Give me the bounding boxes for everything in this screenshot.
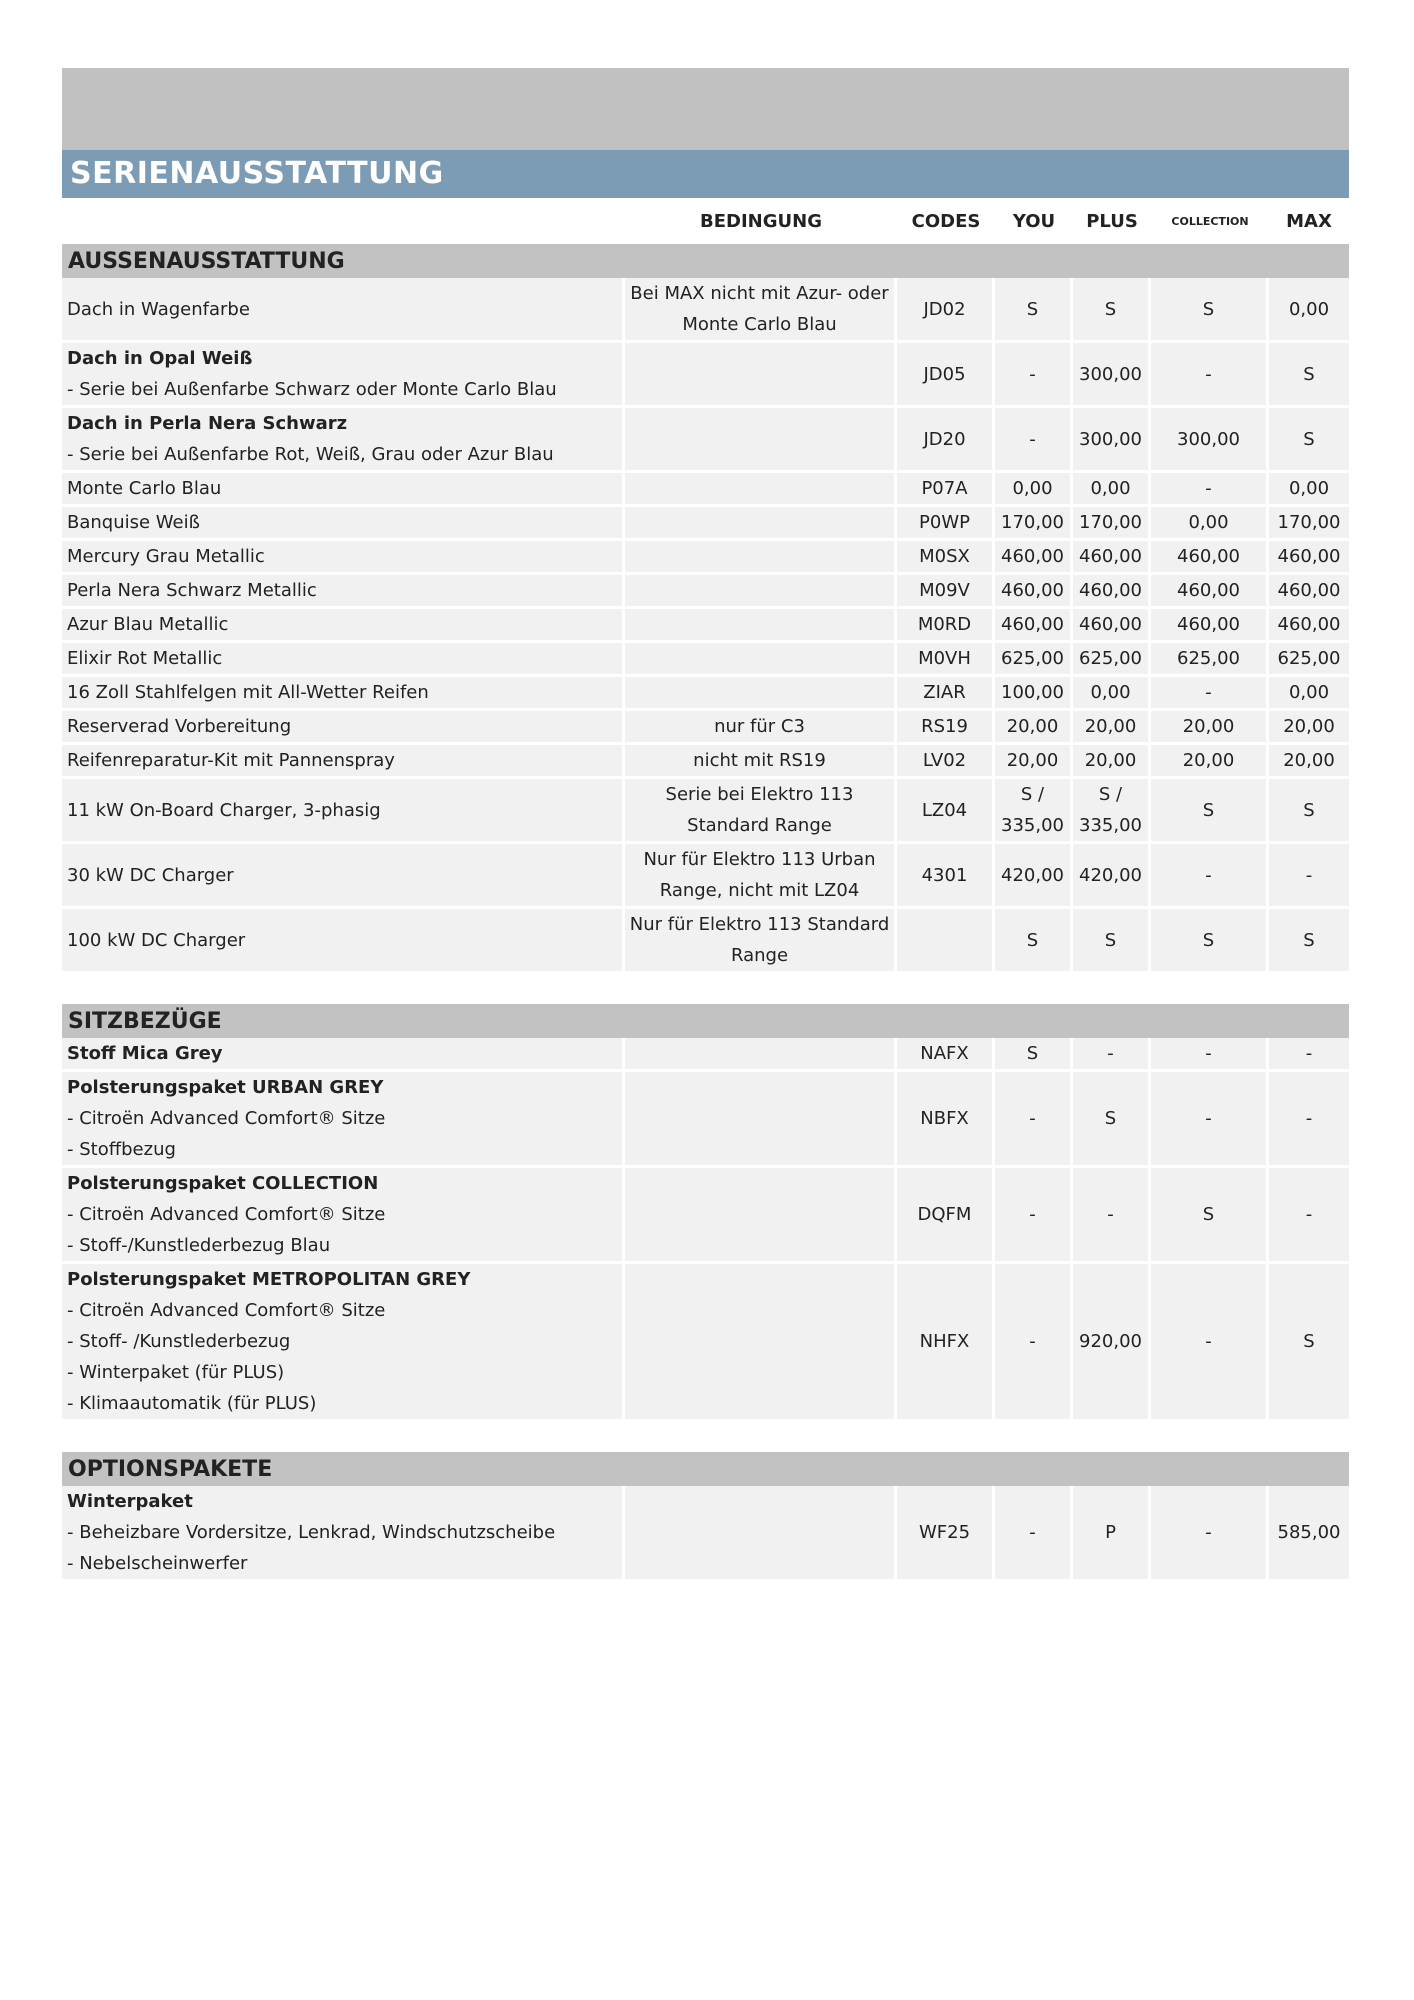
item-name: [62, 1168, 625, 1264]
column-header-row: [62, 198, 1349, 244]
you-cell: 170,00: [995, 507, 1073, 541]
code-cell: M0SX: [897, 541, 995, 575]
item-name: [62, 1072, 625, 1168]
max-cell: 0,00: [1269, 473, 1349, 507]
table-row: [62, 507, 1349, 541]
item-detail-line: - Winterpaket (für PLUS): [67, 1362, 285, 1383]
table-row: [62, 609, 1349, 643]
condition-cell: [625, 473, 897, 507]
you-cell: 420,00: [995, 844, 1073, 909]
max-cell: S: [1269, 1264, 1349, 1422]
table-row: [62, 1264, 1349, 1422]
plus-cell: -: [1073, 1168, 1151, 1264]
item-detail-line: - Stoff-/Kunstlederbezug Blau: [67, 1235, 331, 1256]
condition-cell: nur für C3: [625, 711, 897, 745]
column-header-codes: CODES: [911, 210, 981, 232]
max-cell: -: [1269, 1038, 1349, 1072]
you-cell: 625,00: [995, 643, 1073, 677]
table-row: [62, 711, 1349, 745]
item-name: [62, 1264, 625, 1422]
table-row: [62, 745, 1349, 779]
section-spacer: [62, 974, 1349, 1004]
plus-cell: 20,00: [1073, 711, 1151, 745]
collection-cell: -: [1151, 1072, 1269, 1168]
code-cell: JD02: [897, 278, 995, 343]
you-cell: -: [995, 1072, 1073, 1168]
item-title: Polsterungspaket COLLECTION: [67, 1173, 379, 1194]
you-cell: 460,00: [995, 541, 1073, 575]
column-header-you: YOU: [1012, 210, 1056, 232]
max-cell: 460,00: [1269, 609, 1349, 643]
item-name: Mercury Grau Metallic: [62, 541, 625, 575]
item-title: Polsterungspaket URBAN GREY: [67, 1077, 384, 1098]
code-cell: P0WP: [897, 507, 995, 541]
header-band: [62, 68, 1349, 150]
table-row: [62, 278, 1349, 343]
you-cell: 20,00: [995, 745, 1073, 779]
plus-cell: 300,00: [1073, 343, 1151, 408]
you-cell: -: [995, 343, 1073, 408]
section-title: SITZBEZÜGE: [62, 1004, 1349, 1038]
item-detail-line: - Stoffbezug: [67, 1139, 176, 1160]
table-row: [62, 541, 1349, 575]
collection-cell: 460,00: [1151, 609, 1269, 643]
condition-cell: [625, 643, 897, 677]
table-row: [62, 1072, 1349, 1168]
item-name: 16 Zoll Stahlfelgen mit All-Wetter Reifen: [62, 677, 625, 711]
item-detail-line: - Stoff- /Kunstlederbezug: [67, 1331, 291, 1352]
table-row: [62, 909, 1349, 974]
plus-cell: 460,00: [1073, 541, 1151, 575]
plus-cell: 300,00: [1073, 408, 1151, 473]
table-row: [62, 343, 1349, 408]
code-cell: JD05: [897, 343, 995, 408]
collection-cell: -: [1151, 473, 1269, 507]
condition-cell: [625, 541, 897, 575]
max-cell: 0,00: [1269, 677, 1349, 711]
item-detail-line: - Beheizbare Vordersitze, Lenkrad, Windschutzscheibe: [67, 1522, 556, 1543]
column-header-max: MAX: [1286, 210, 1332, 232]
plus-cell: -: [1073, 1038, 1151, 1072]
plus-cell: P: [1073, 1486, 1151, 1582]
you-cell: 100,00: [995, 677, 1073, 711]
condition-cell: [625, 1168, 897, 1264]
spacer-cell: [62, 1422, 1349, 1452]
condition-cell: [625, 1264, 897, 1422]
you-cell: 0,00: [995, 473, 1073, 507]
code-cell: NHFX: [897, 1264, 995, 1422]
collection-cell: S: [1151, 779, 1269, 844]
max-cell: 0,00: [1269, 278, 1349, 343]
max-cell: 460,00: [1269, 541, 1349, 575]
plus-cell: 460,00: [1073, 609, 1151, 643]
table-row: [62, 473, 1349, 507]
item-name: Reserverad Vorbereitung: [62, 711, 625, 745]
item-detail-line: - Serie bei Außenfarbe Schwarz oder Monte Carlo Blau: [67, 379, 557, 400]
section-title: AUSSENAUSSTATTUNG: [62, 244, 1349, 278]
code-cell: 4301: [897, 844, 995, 909]
plus-cell: S: [1073, 1072, 1151, 1168]
max-cell: -: [1269, 1168, 1349, 1264]
max-cell: 170,00: [1269, 507, 1349, 541]
equipment-table: [62, 198, 1349, 1582]
code-cell: M09V: [897, 575, 995, 609]
collection-cell: -: [1151, 1264, 1269, 1422]
condition-cell: Bei MAX nicht mit Azur- oder Monte Carlo Blau: [625, 278, 897, 343]
collection-cell: -: [1151, 1038, 1269, 1072]
item-detail-line: - Nebelscheinwerfer: [67, 1553, 248, 1574]
you-cell: -: [995, 1486, 1073, 1582]
code-cell: [897, 909, 995, 974]
item-name: 100 kW DC Charger: [62, 909, 625, 974]
plus-cell: S / 335,00: [1073, 779, 1151, 844]
collection-cell: -: [1151, 1486, 1269, 1582]
condition-cell: [625, 575, 897, 609]
condition-cell: [625, 677, 897, 711]
item-title: Dach in Opal Weiß: [67, 348, 253, 369]
collection-cell: 20,00: [1151, 711, 1269, 745]
column-header-plus: PLUS: [1086, 210, 1138, 232]
item-detail-line: - Citroën Advanced Comfort® Sitze: [67, 1204, 386, 1225]
item-name: Perla Nera Schwarz Metallic: [62, 575, 625, 609]
table-row: [62, 779, 1349, 844]
you-cell: S / 335,00: [995, 779, 1073, 844]
condition-cell: [625, 1038, 897, 1072]
code-cell: NAFX: [897, 1038, 995, 1072]
you-cell: 460,00: [995, 609, 1073, 643]
table-row: [62, 677, 1349, 711]
section-header: [62, 1452, 1349, 1486]
code-cell: DQFM: [897, 1168, 995, 1264]
collection-cell: S: [1151, 1168, 1269, 1264]
condition-cell: [625, 1486, 897, 1582]
item-name: Azur Blau Metallic: [62, 609, 625, 643]
plus-cell: 20,00: [1073, 745, 1151, 779]
you-cell: -: [995, 408, 1073, 473]
max-cell: S: [1269, 408, 1349, 473]
item-name: 11 kW On-Board Charger, 3-phasig: [62, 779, 625, 844]
collection-cell: -: [1151, 343, 1269, 408]
you-cell: -: [995, 1264, 1073, 1422]
condition-cell: [625, 507, 897, 541]
item-title: Winterpaket: [67, 1491, 193, 1512]
item-title: Polsterungspaket METROPOLITAN GREY: [67, 1269, 471, 1290]
collection-cell: 0,00: [1151, 507, 1269, 541]
item-title: Dach in Perla Nera Schwarz: [67, 413, 348, 434]
item-title: Stoff Mica Grey: [67, 1043, 223, 1064]
condition-cell: [625, 343, 897, 408]
you-cell: S: [995, 278, 1073, 343]
code-cell: NBFX: [897, 1072, 995, 1168]
plus-cell: 920,00: [1073, 1264, 1151, 1422]
item-name: Elixir Rot Metallic: [62, 643, 625, 677]
code-cell: P07A: [897, 473, 995, 507]
item-name: [62, 408, 625, 473]
plus-cell: 460,00: [1073, 575, 1151, 609]
max-cell: 20,00: [1269, 711, 1349, 745]
max-cell: 625,00: [1269, 643, 1349, 677]
code-cell: WF25: [897, 1486, 995, 1582]
item-detail-line: - Serie bei Außenfarbe Rot, Weiß, Grau oder Azur Blau: [67, 444, 554, 465]
max-cell: -: [1269, 844, 1349, 909]
item-name: Banquise Weiß: [62, 507, 625, 541]
item-name: [62, 343, 625, 408]
item-name: Dach in Wagenfarbe: [62, 278, 625, 343]
max-cell: 20,00: [1269, 745, 1349, 779]
collection-cell: 300,00: [1151, 408, 1269, 473]
max-cell: 585,00: [1269, 1486, 1349, 1582]
code-cell: LZ04: [897, 779, 995, 844]
you-cell: S: [995, 1038, 1073, 1072]
code-cell: ZIAR: [897, 677, 995, 711]
max-cell: 460,00: [1269, 575, 1349, 609]
code-cell: JD20: [897, 408, 995, 473]
you-cell: 460,00: [995, 575, 1073, 609]
max-cell: S: [1269, 779, 1349, 844]
item-detail-line: - Klimaautomatik (für PLUS): [67, 1393, 317, 1414]
item-name: Monte Carlo Blau: [62, 473, 625, 507]
item-name: [62, 1486, 625, 1582]
section-header: [62, 1004, 1349, 1038]
table-row: [62, 1168, 1349, 1264]
page-title: SERIENAUSSTATTUNG: [62, 150, 1349, 198]
condition-cell: [625, 609, 897, 643]
condition-cell: nicht mit RS19: [625, 745, 897, 779]
max-cell: S: [1269, 909, 1349, 974]
code-cell: RS19: [897, 711, 995, 745]
code-cell: M0VH: [897, 643, 995, 677]
section-title: OPTIONSPAKETE: [62, 1452, 1349, 1486]
max-cell: -: [1269, 1072, 1349, 1168]
code-cell: LV02: [897, 745, 995, 779]
item-detail-line: - Citroën Advanced Comfort® Sitze: [67, 1300, 386, 1321]
condition-cell: [625, 408, 897, 473]
plus-cell: S: [1073, 909, 1151, 974]
code-cell: M0RD: [897, 609, 995, 643]
condition-cell: Nur für Elektro 113 Standard Range: [625, 909, 897, 974]
section-spacer: [62, 1422, 1349, 1452]
plus-cell: 0,00: [1073, 677, 1151, 711]
table-row: [62, 575, 1349, 609]
you-cell: 20,00: [995, 711, 1073, 745]
condition-cell: Serie bei Elektro 113 Standard Range: [625, 779, 897, 844]
collection-cell: 625,00: [1151, 643, 1269, 677]
plus-cell: 625,00: [1073, 643, 1151, 677]
collection-cell: 460,00: [1151, 541, 1269, 575]
table-row: [62, 408, 1349, 473]
you-cell: -: [995, 1168, 1073, 1264]
table-row: [62, 1486, 1349, 1582]
plus-cell: 170,00: [1073, 507, 1151, 541]
max-cell: S: [1269, 343, 1349, 408]
you-cell: S: [995, 909, 1073, 974]
spacer-cell: [62, 974, 1349, 1004]
condition-cell: [625, 1072, 897, 1168]
collection-cell: 460,00: [1151, 575, 1269, 609]
column-header-bedingung: BEDINGUNG: [700, 210, 822, 232]
item-name: Reifenreparatur-Kit mit Pannenspray: [62, 745, 625, 779]
plus-cell: 420,00: [1073, 844, 1151, 909]
item-detail-line: - Citroën Advanced Comfort® Sitze: [67, 1108, 386, 1129]
item-name: [62, 1038, 625, 1072]
item-name: 30 kW DC Charger: [62, 844, 625, 909]
plus-cell: 0,00: [1073, 473, 1151, 507]
table-row: [62, 643, 1349, 677]
collection-cell: S: [1151, 278, 1269, 343]
condition-cell: Nur für Elektro 113 Urban Range, nicht mit LZ04: [625, 844, 897, 909]
table-row: [62, 844, 1349, 909]
table-row: [62, 1038, 1349, 1072]
section-header: [62, 244, 1349, 278]
plus-cell: S: [1073, 278, 1151, 343]
collection-cell: -: [1151, 677, 1269, 711]
column-header-collection: COLLECTION: [1171, 214, 1249, 228]
collection-cell: S: [1151, 909, 1269, 974]
collection-cell: 20,00: [1151, 745, 1269, 779]
collection-cell: -: [1151, 844, 1269, 909]
